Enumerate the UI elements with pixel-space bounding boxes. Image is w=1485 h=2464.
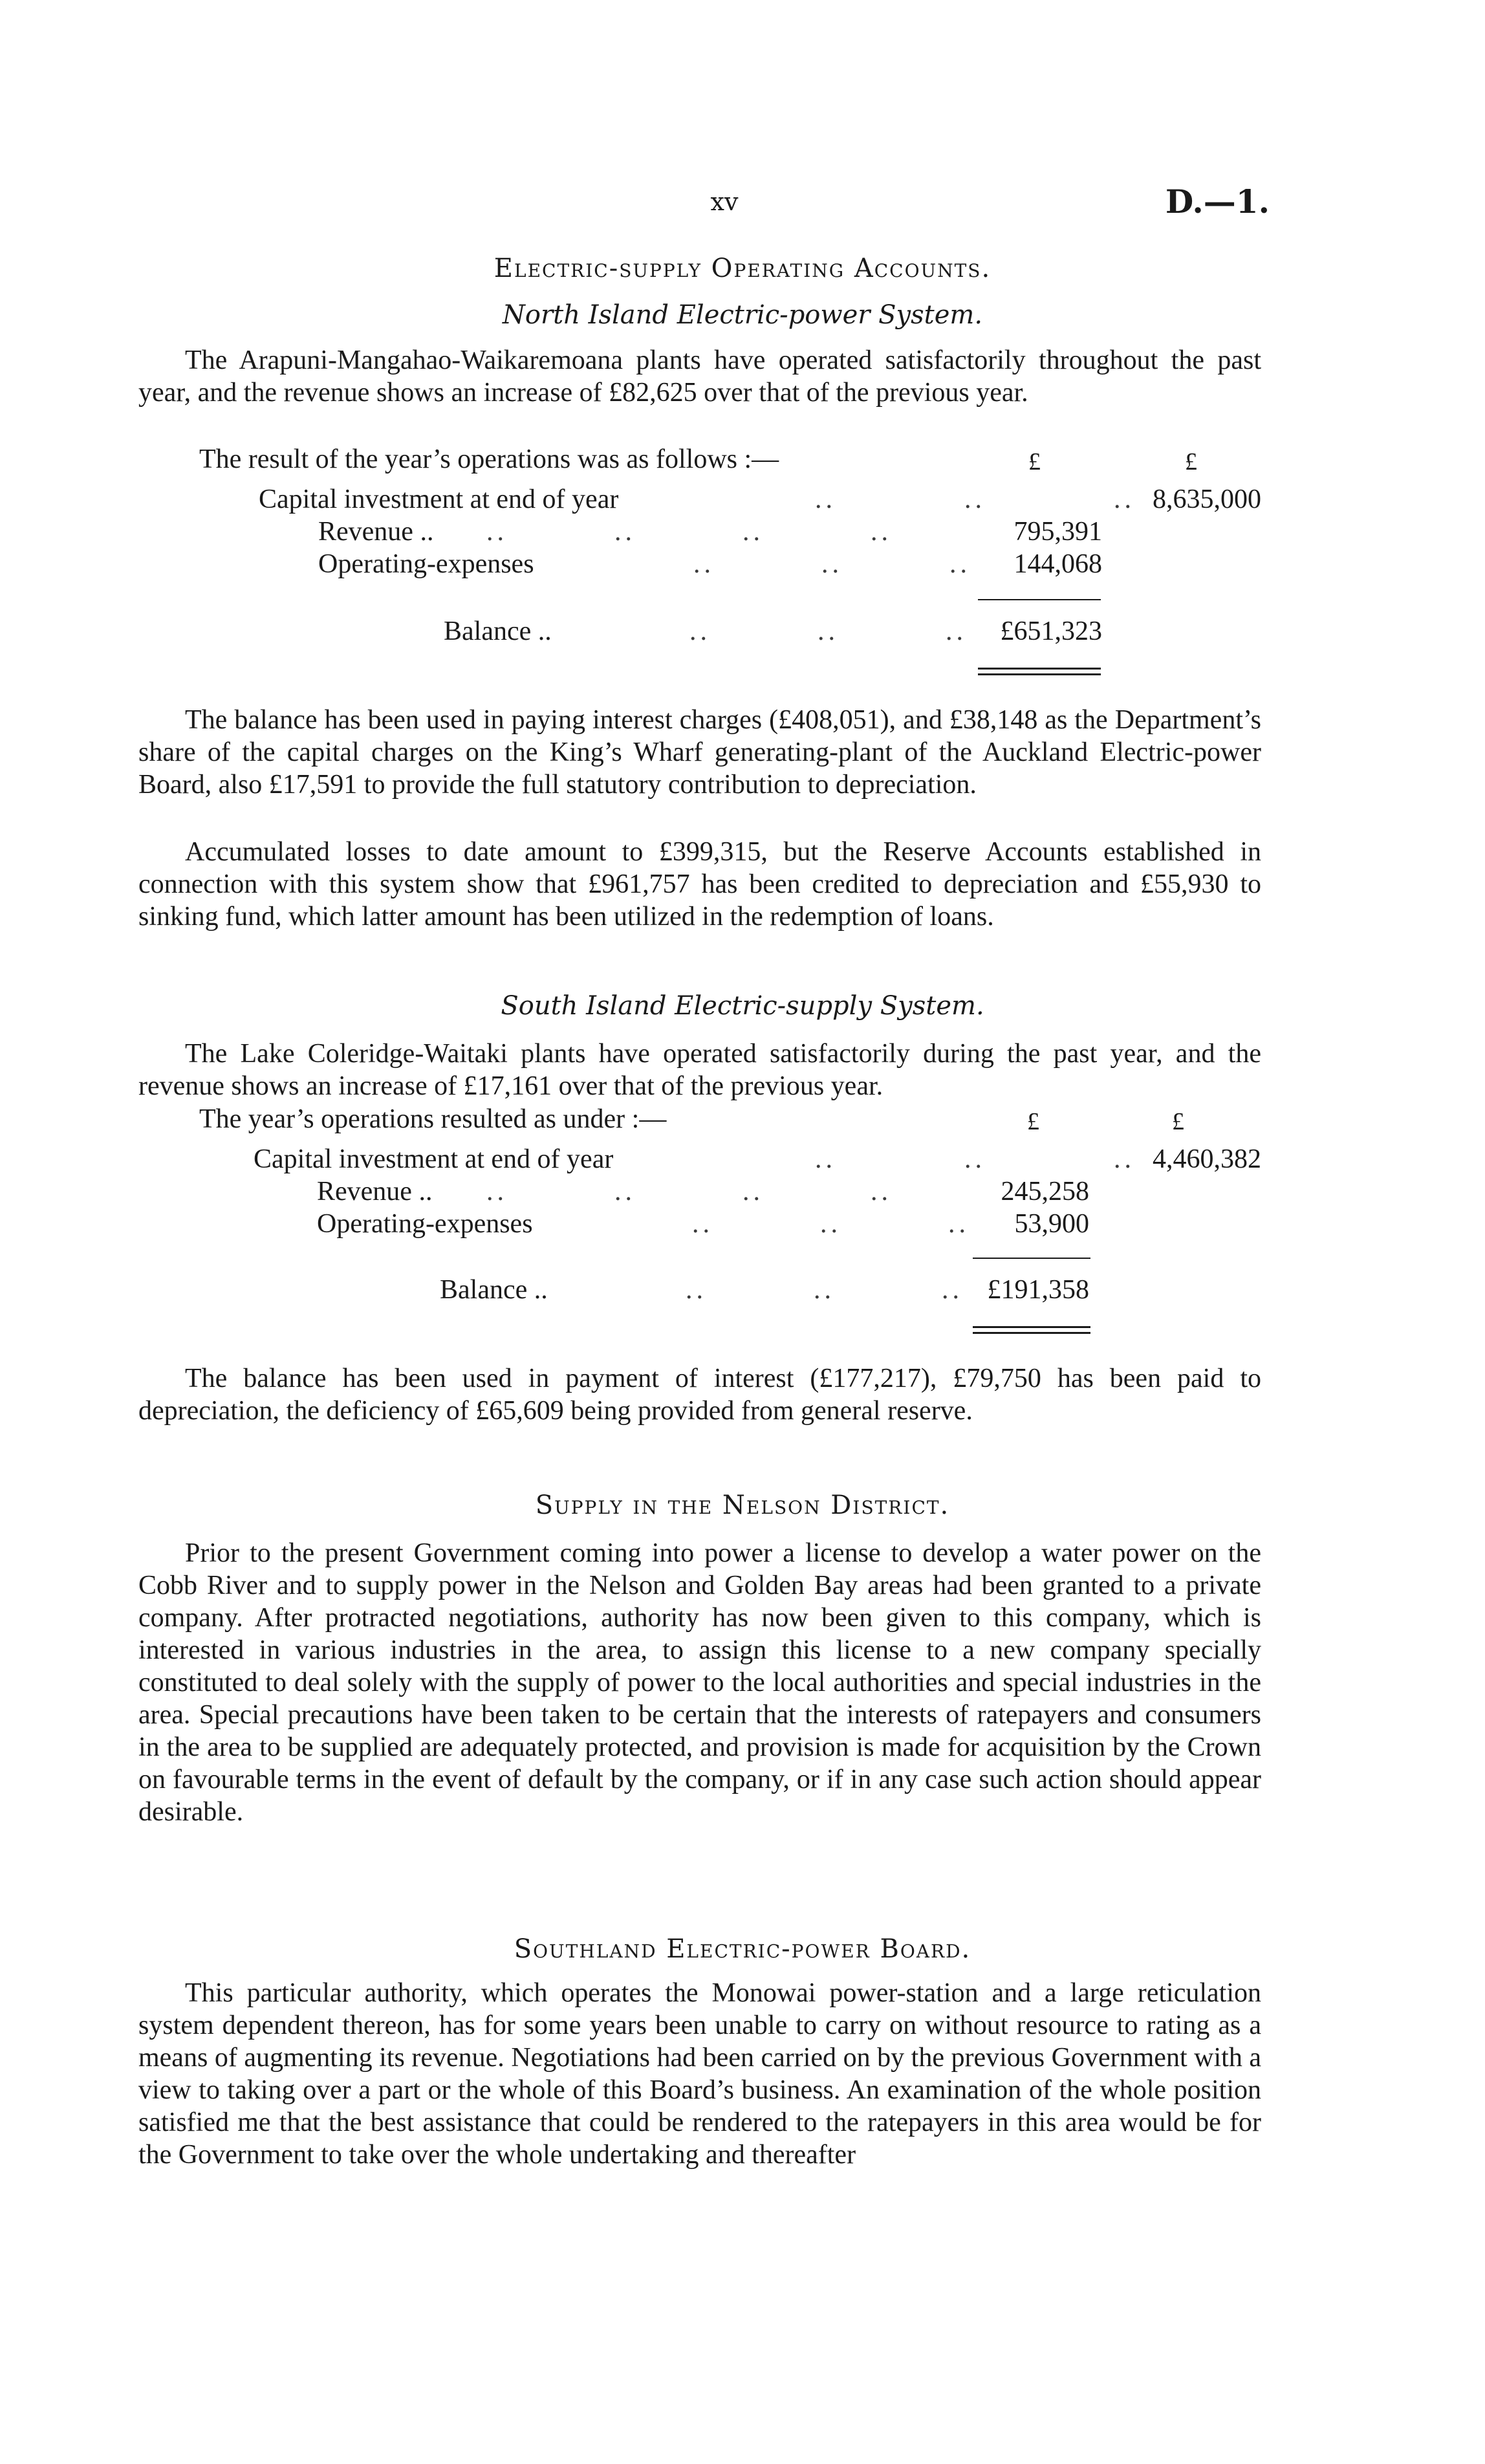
south-revenue-label: Revenue .. [317, 1177, 433, 1206]
subheading-south-island: South Island Electric-supply System. [501, 991, 984, 1021]
north-capital-value: 8,635,000 [1153, 485, 1261, 514]
north-capital-label: Capital investment at end of year [259, 485, 619, 514]
paragraph-north-balance: The balance has been used in paying interest charges (£408,051), and £38,148 as the Department’s share of the capital charges on the King’s Wharf generating-plant of the Auckland Electric-power Board, also £17,591 to provide the full statutory contribution to depreciation. [138, 705, 1261, 800]
paragraph-nelson: Prior to the present Government coming into power a license to develop a water power on the Cobb River and to supply power in the Nelson and Golden Bay areas had been granted to a private company. After protracted negotiations, authority has now been given to this company, which is interested in various industries in the area, to assign this license to a new company specially constituted to deal solely with the supply of power to the local authorities and special industries in the area. Special precautions have been taken to be certain that the interests of ratepayers and consumers in the area to be supplied are adequately protected, and provision is made for acquisition by the Crown on favourable terms in the event of default by the company, or if in any case such action should appear desirable. [138, 1538, 1261, 1827]
south-balance-label: Balance .. [440, 1275, 548, 1305]
subheading-north-island: North Island Electric-power System. [502, 300, 983, 330]
north-col-currency-1: £ [1028, 448, 1041, 475]
south-subtotal-rule [973, 1258, 1090, 1259]
south-row-expenses [317, 1208, 1089, 1242]
north-expenses-value: 144,068 [1013, 549, 1102, 579]
north-col-currency-2: £ [1185, 448, 1197, 475]
south-expenses-value: 53,900 [1014, 1209, 1089, 1239]
south-row-revenue [317, 1176, 1089, 1210]
north-balance-label: Balance .. [444, 616, 552, 646]
page-number: xv [710, 188, 739, 216]
leader-dots: .. .. .. [689, 616, 967, 646]
south-total-double-rule [973, 1326, 1090, 1334]
south-capital-value: 4,460,382 [1153, 1144, 1261, 1174]
south-revenue-value: 245,258 [1001, 1177, 1089, 1206]
south-row-balance [440, 1274, 1089, 1308]
leader-dots: .. .. .. .. [486, 517, 892, 547]
north-balance-value: £651,323 [1000, 616, 1102, 646]
leader-dots: .. .. .. [815, 1144, 1135, 1174]
paragraph-south-balance: The balance has been used in payment of interest (£177,217), £79,750 has been paid to depreciation, the deficiency of £65,609 being provided from general reserve. [138, 1364, 1261, 1426]
north-revenue-label: Revenue .. [318, 517, 434, 547]
north-row-expenses [318, 549, 1102, 582]
south-balance-value: £191,358 [987, 1275, 1089, 1305]
south-col-currency-2: £ [1172, 1108, 1184, 1135]
paragraph-north-intro: The Arapuni-Mangahao-Waikaremoana plants have operated satisfactorily throughout the past year, and the revenue shows an increase of £82,625 over that of the previous year. [138, 345, 1261, 408]
leader-dots: .. .. .. [686, 1275, 963, 1305]
north-table-intro: The result of the year’s operations was as follows :— [199, 444, 779, 474]
south-expenses-label: Operating-expenses [317, 1209, 533, 1239]
paragraph-north-losses: Accumulated losses to date amount to £399,315, but the Reserve Accounts established in connection with this system show that £961,757 has been credited to depreciation and £55,930 to sinking fund, which latter amount has been utilized in the redemption of loans. [138, 837, 1261, 932]
south-col-currency-1: £ [1027, 1108, 1039, 1135]
leader-dots: .. .. .. [815, 485, 1135, 514]
paragraph-southland: This particular authority, which operates the Monowai power-station and a large reticulation system dependent thereon, has for some years been unable to carry on without resource to rating as a means of augmenting its revenue. Negotiations had been carried on by the previous Government with a view to taking over a part or the whole of this Board’s business. An examination of the whole position satisfied me that the best assistance that could be rendered to the ratepayers in this area would be for the Government to take over the whole undertaking and thereafter [138, 1978, 1261, 2170]
leader-dots: .. .. .. [693, 549, 971, 579]
document-reference: D.—1. [1165, 182, 1270, 221]
paragraph-south-intro: The Lake Coleridge-Waitaki plants have operated satisfactorily during the past year, and the revenue shows an increase of £17,161 over that of the previous year. [138, 1039, 1261, 1101]
section-heading-nelson: Supply in the Nelson District. [535, 1490, 950, 1520]
south-table-intro: The year’s operations resulted as under :— [199, 1104, 667, 1134]
north-subtotal-rule [978, 599, 1101, 600]
north-expenses-label: Operating-expenses [318, 549, 534, 579]
north-row-revenue [318, 516, 1102, 550]
north-row-balance [444, 616, 1102, 649]
section-heading-electric-supply: Electric-supply Operating Accounts. [493, 254, 992, 283]
section-heading-southland: Southland Electric-power Board. [514, 1934, 971, 1964]
leader-dots: .. .. .. [692, 1209, 970, 1239]
south-capital-label: Capital investment at end of year [254, 1144, 614, 1174]
south-row-capital [254, 1144, 1261, 1177]
leader-dots: .. .. .. .. [486, 1177, 892, 1206]
north-row-capital [259, 484, 1261, 518]
north-revenue-value: 795,391 [1013, 517, 1102, 547]
north-total-double-rule [978, 668, 1101, 675]
